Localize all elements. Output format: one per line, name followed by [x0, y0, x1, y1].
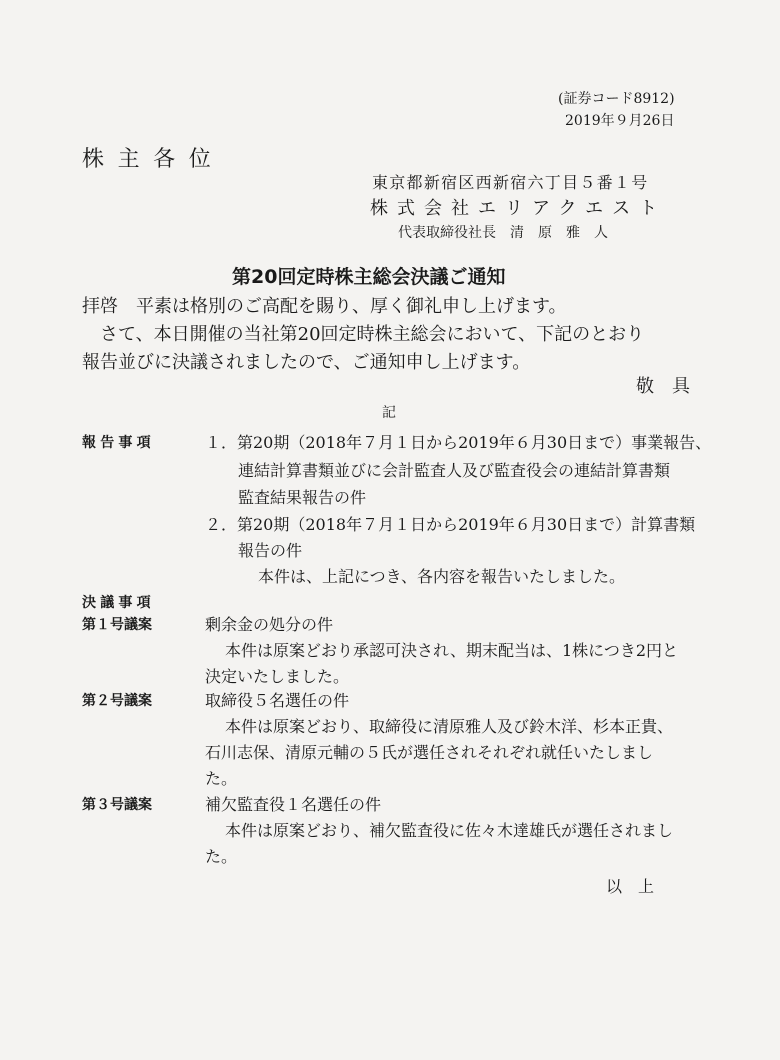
addressee: 株 主 各 位: [82, 147, 215, 172]
greeting-line-1: 拝啓 平素は格別のご高配を賜り、厚く御礼申し上げます。: [82, 296, 567, 317]
report-note: 本件は、上記につき、各内容を報告いたしました。: [258, 567, 626, 586]
proposal-2-label: 第２号議案: [82, 693, 152, 709]
proposal-1-body-1: 本件は原案どおり承認可決され、期末配当は、1株につき2円と: [225, 641, 679, 660]
report-item-1-line-1: １．第20期（2018年７月１日から2019年６月30日まで）事業報告、: [205, 433, 712, 452]
proposal-3-body-2: た。: [205, 847, 238, 866]
greeting-line-2: さて、本日開催の当社第20回定時株主総会において、下記のとおり: [100, 324, 645, 345]
proposal-1-title: 剰余金の処分の件: [205, 615, 334, 634]
company-address: 東京都新宿区西新宿六丁目５番１号: [372, 173, 649, 192]
proposal-1-body-2: 決定いたしました。: [205, 667, 350, 686]
proposal-3-title: 補欠監査役１名選任の件: [205, 795, 382, 814]
proposal-2-title: 取締役５名選任の件: [205, 691, 350, 710]
resolutions-heading: 決議事項: [82, 595, 155, 611]
end-marker: 以 上: [606, 877, 655, 896]
report-heading: 報告事項: [82, 435, 155, 451]
report-item-1-line-2: 連結計算書類並びに会計監査人及び監査役会の連結計算書類: [238, 461, 671, 480]
notice-date: 2019年９月26日: [565, 113, 675, 129]
company-name: 株式会社エリアクエスト: [370, 198, 667, 219]
closing-keigu: 敬 具: [636, 376, 690, 397]
proposal-2-body-1: 本件は原案どおり、取締役に清原雅人及び鈴木洋、杉本正貴、: [225, 717, 674, 736]
representative: 代表取締役社長 清 原 雅 人: [398, 225, 608, 241]
report-item-1-line-3: 監査結果報告の件: [238, 488, 367, 507]
report-item-2-line-1: ２．第20期（2018年７月１日から2019年６月30日まで）計算書類: [205, 515, 696, 534]
greeting-line-3: 報告並びに決議されましたので、ご通知申し上げます。: [82, 352, 531, 373]
securities-code: (証券コード8912): [558, 91, 675, 107]
report-item-2-line-2: 報告の件: [238, 541, 303, 560]
proposal-1-label: 第１号議案: [82, 617, 152, 633]
proposal-2-body-2: 石川志保、清原元輔の５氏が選任されそれぞれ就任いたしまし: [205, 743, 654, 762]
proposal-3-body-1: 本件は原案どおり、補欠監査役に佐々木達雄氏が選任されまし: [225, 821, 674, 840]
proposal-2-body-3: た。: [205, 769, 238, 788]
ki-marker: 記: [382, 405, 396, 421]
proposal-3-label: 第３号議案: [82, 797, 152, 813]
document-title: 第20回定時株主総会決議ご通知: [232, 266, 506, 288]
